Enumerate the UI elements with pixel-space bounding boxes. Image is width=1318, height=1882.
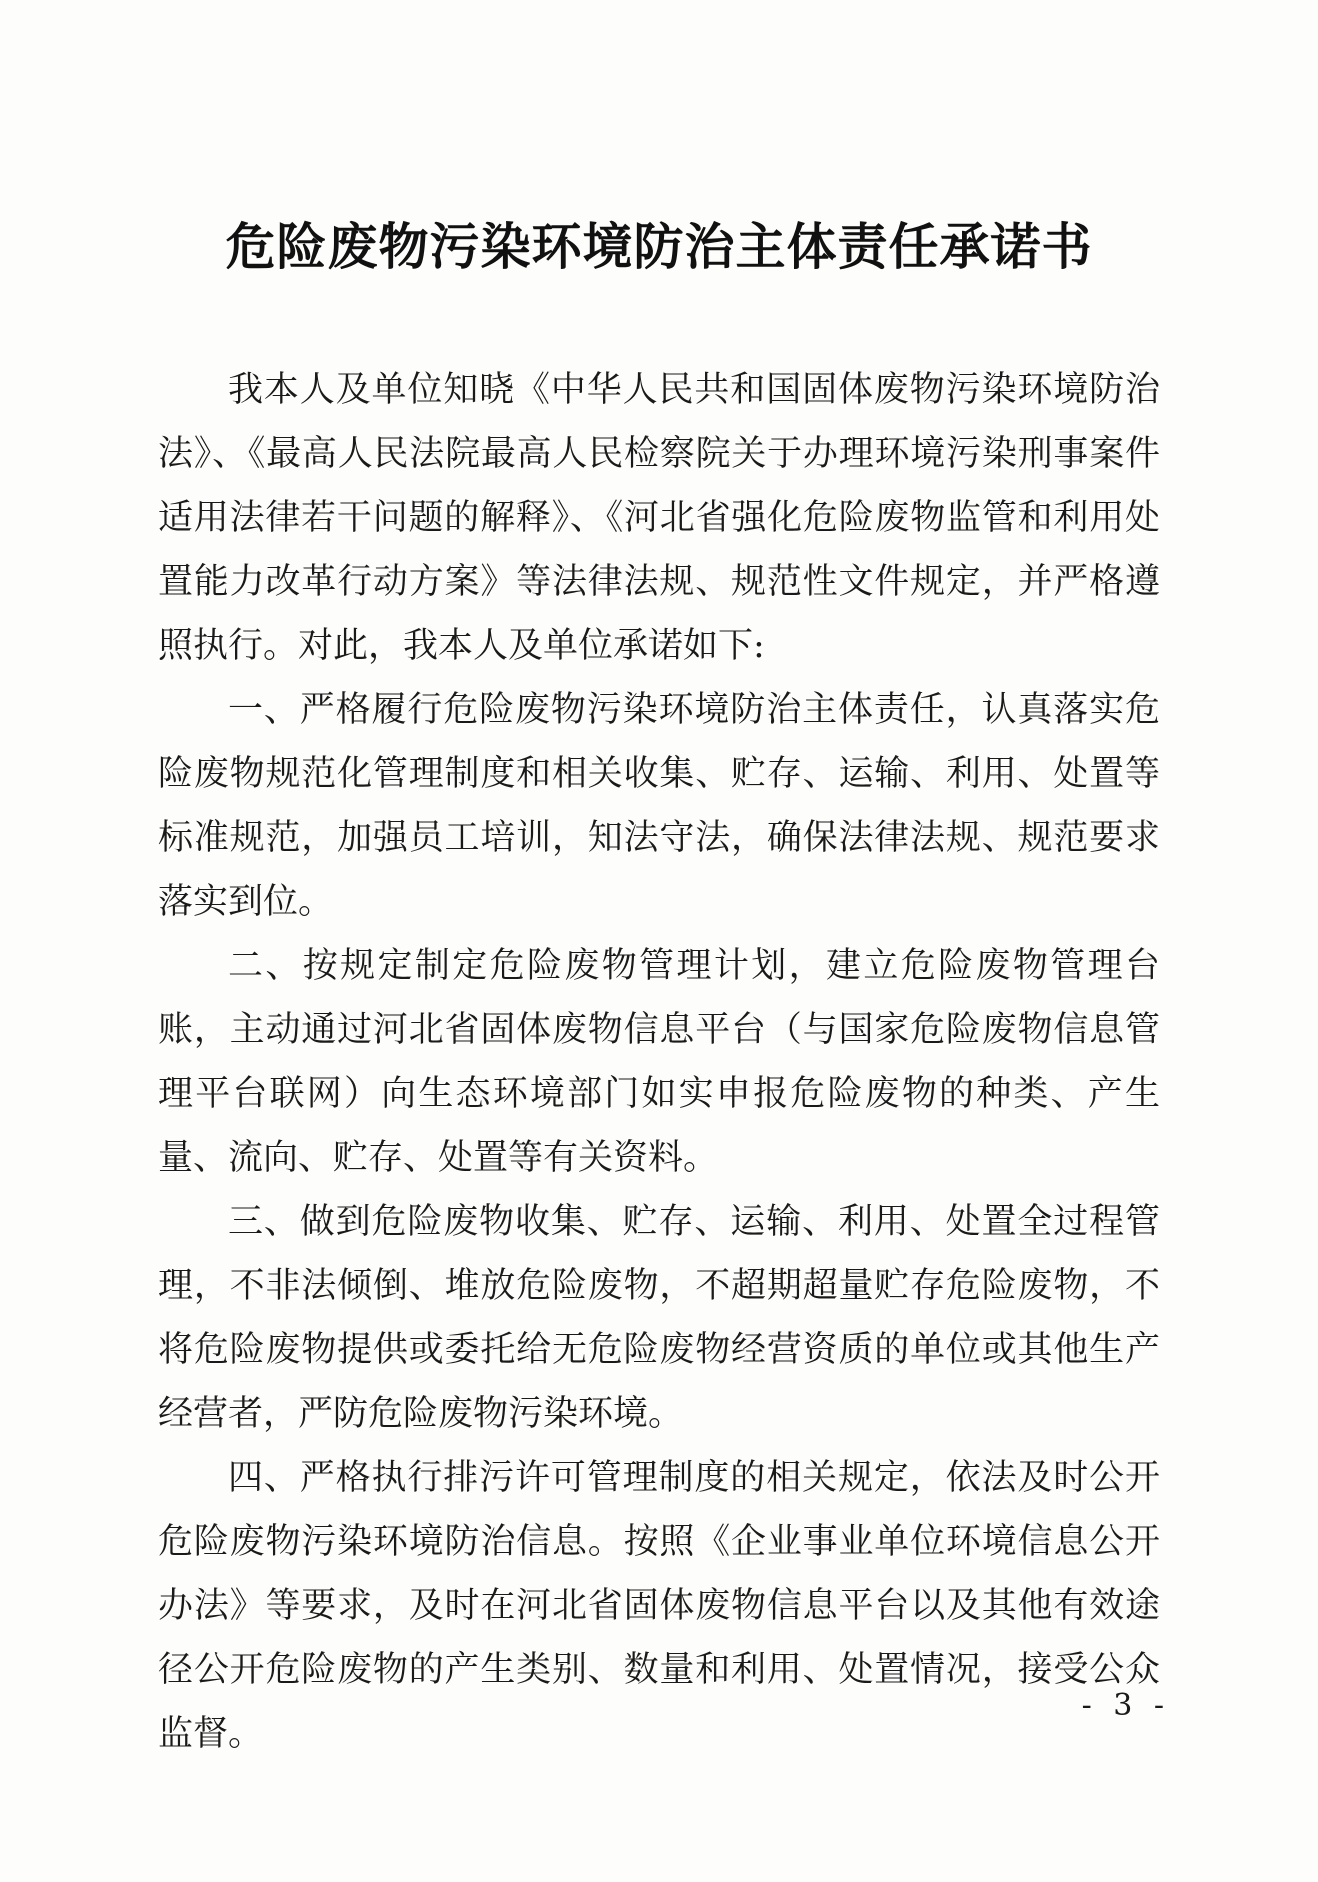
document-body [158,358,1160,1766]
paragraph-item-2: 二、按规定制定危险废物管理计划，建立危险废物管理台账，主动通过河北省固体废物信息平台（与国家危险废物信息管理平台联网）向生态环境部门如实申报危险废物的种类、产生量、流向、贮存、处置等有关资料。 [158,946,1160,1178]
paragraph-item-3: 三、做到危险废物收集、贮存、运输、利用、处置全过程管理，不非法倾倒、堆放危险废物，不超期超量贮存危险废物，不将危险废物提供或委托给无危险废物经营资质的单位或其他生产经营者，严防危险废物污染环境。 [158,1202,1160,1434]
paragraph-item-4: 四、严格执行排污许可管理制度的相关规定，依法及时公开危险废物污染环境防治信息。按照《企业事业单位环境信息公开办法》等要求，及时在河北省固体废物信息平台以及其他有效途径公开危险废物的产生类别、数量和利用、处置情况，接受公众监督。 [158,1458,1160,1754]
document-title: 危险废物污染环境防治主体责任承诺书 [225,217,1093,276]
page-number: - 3 - [1081,1688,1170,1723]
paragraph-intro: 我本人及单位知晓《中华人民共和国固体废物污染环境防治法》、《最高人民法院最高人民检察院关于办理环境污染刑事案件适用法律若干问题的解释》、《河北省强化危险废物监管和利用处置能力改革行动方案》等法律法规、规范性文件规定，并严格遵照执行。对此，我本人及单位承诺如下: [158,370,1160,666]
paragraph-item-1: 一、严格履行危险废物污染环境防治主体责任，认真落实危险废物规范化管理制度和相关收集、贮存、运输、利用、处置等标准规范，加强员工培训，知法守法，确保法律法规、规范要求落实到位。 [158,690,1160,922]
